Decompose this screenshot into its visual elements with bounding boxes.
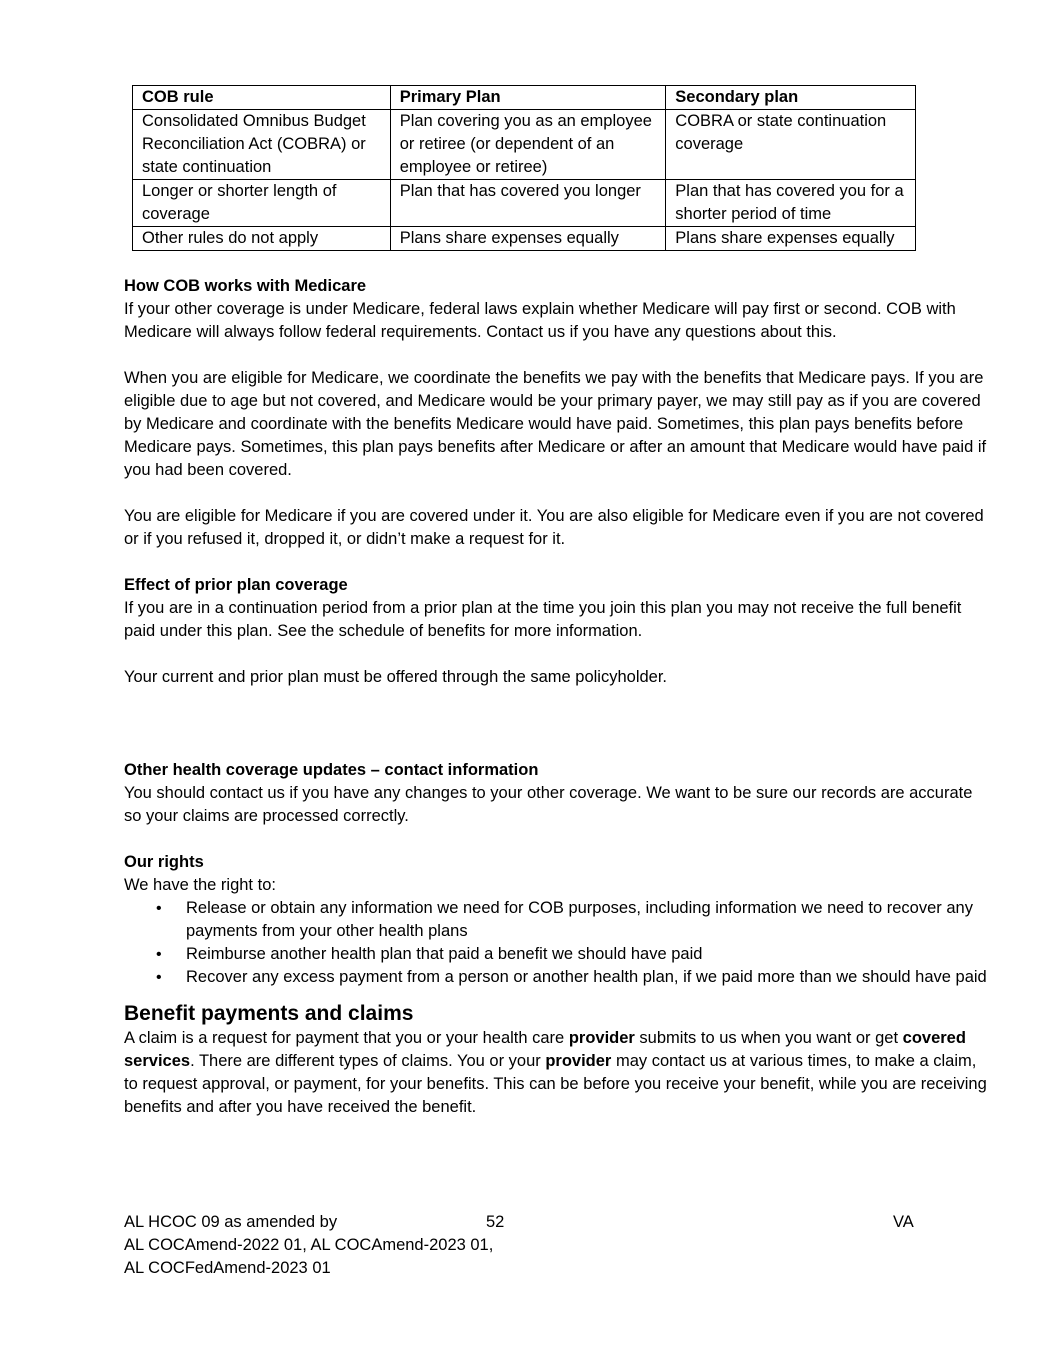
footer-amendments: AL COCFedAmend-2023 01 [124,1259,331,1277]
footer-form-id: AL HCOC 09 as amended by [124,1213,338,1231]
table-row [133,180,916,227]
our-rights-intro: We have the right to: [124,876,276,894]
header-secondary-plan: Secondary plan [666,86,916,110]
claims-term-provider: provider [545,1052,612,1070]
claims-text: may contact us at various times, to make a claim, to request approval, or payment, for your benefits. This can be before you receive your benefit, while you are receiving benefits and after you have received the benefit. [124,1052,987,1116]
claims-text: submits to us when you want or get [634,1029,903,1047]
header-primary-plan: Primary Plan [390,86,666,110]
list-item: • Reimburse another health plan that paid a benefit we should have paid [186,943,994,966]
our-rights-heading: Our rights [124,853,204,871]
claims-paragraph [124,1027,994,1119]
coverage-updates-paragraph: You should contact us if you have any changes to your other coverage. We want to be sure our records are accurate so your claims are processed correctly. [124,784,973,825]
medicare-heading: How COB works with Medicare [124,277,367,295]
table-cell: Plans share expenses equally [666,227,916,251]
page-footer [124,1211,924,1280]
prior-plan-paragraph: Your current and prior plan must be offered through the same policyholder. [124,668,668,686]
coverage-updates-heading: Other health coverage updates – contact information [124,761,539,779]
table-cell: Other rules do not apply [133,227,391,251]
claims-heading: Benefit payments and claims [124,1002,414,1025]
medicare-paragraph: You are eligible for Medicare if you are covered under it. You are also eligible for Medicare even if you are not covered or if you refused it, dropped it, or didn’t make a request for it. [124,507,984,548]
footer-state: VA [893,1213,914,1231]
claims-term-covered-services: covered services [124,1029,966,1070]
table-cell: Plan that has covered you for a shorter period of time [666,180,916,227]
table-cell: Plans share expenses equally [390,227,666,251]
our-rights-section [124,851,994,989]
table-cell: Plan that has covered you longer [390,180,666,227]
list-item: • Release or obtain any information we need for COB purposes, including information we need to recover any payments from your other health plans [186,897,994,943]
table-row [133,227,916,251]
claims-section [124,1001,994,1119]
claims-term-provider: provider [568,1029,635,1047]
table-cell: Plan covering you as an employee or retiree (or dependent of an employee or retiree) [390,110,666,180]
table-header-row [133,86,916,110]
medicare-paragraph: If your other coverage is under Medicare, federal laws explain whether Medicare will pay first or second. COB with Medicare will always follow federal requirements. Contact us if you have any questions about this. [124,300,956,341]
page-number: 52 [486,1213,505,1231]
header-cob-rule: COB rule [133,86,391,110]
medicare-section [124,275,994,551]
prior-plan-paragraph: If you are in a continuation period from a prior plan at the time you join this plan you may not receive the full benefit paid under this plan. See the schedule of benefits for more information. [124,599,962,640]
coverage-updates-section [124,759,994,828]
list-item: • Recover any excess payment from a person or another health plan, if we paid more than we should have paid [186,966,994,989]
table-cell: Consolidated Omnibus Budget Reconciliation Act (COBRA) or state continuation [133,110,391,180]
table-cell: Longer or shorter length of coverage [133,180,391,227]
prior-plan-section [124,574,994,689]
table-row [133,110,916,180]
medicare-paragraph: When you are eligible for Medicare, we coordinate the benefits we pay with the benefits that Medicare pays. If you are eligible due to age but not covered, and Medicare would be your primary payer, we may still pay as if you are covered by Medicare and coordinate with the benefits Medicare would have paid. Sometimes, this plan pays benefits before Medicare pays. Sometimes, this plan pays benefits after Medicare or after an amount that Medicare would have paid if you had been covered. [124,369,987,479]
prior-plan-heading: Effect of prior plan coverage [124,576,348,594]
cob-rules-table [132,85,916,251]
table-cell: COBRA or state continuation coverage [666,110,916,180]
document-page [124,85,994,1119]
footer-amendments: AL COCAmend-2022 01, AL COCAmend-2023 01, [124,1236,494,1254]
rights-list [124,897,994,989]
claims-text: A claim is a request for payment that you or your health care [124,1029,569,1047]
claims-text: . There are different types of claims. You or your [190,1052,546,1070]
